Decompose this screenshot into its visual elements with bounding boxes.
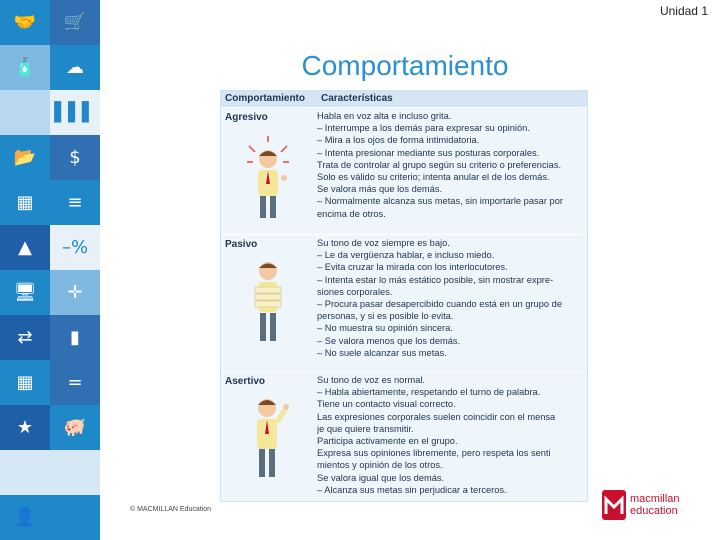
sidebar-tile-icon xyxy=(0,450,50,495)
sidebar-tile-icon: ▌▌▌ xyxy=(50,90,100,135)
sidebar-tile-icon: 🖥 xyxy=(0,270,50,315)
sidebar-tile-icon xyxy=(50,450,100,495)
unit-label: Unidad 1 xyxy=(659,4,708,18)
characteristic-item: – Procura pasar desapercibido cuando está en un grupo de xyxy=(317,299,562,310)
characteristic-item: – Se valora menos que los demás. xyxy=(317,335,461,346)
characteristic-item: Las expresiones corporales suelen coincidir con el mensa xyxy=(317,411,556,422)
column-header-behavior: Comportamiento xyxy=(225,93,305,104)
sidebar-tile-icon: 🐖 xyxy=(50,405,100,450)
characteristic-item: – Habla abiertamente, respetando el turno de palabra. xyxy=(317,387,541,398)
row-label-cell xyxy=(221,235,313,371)
row-label-cell xyxy=(221,372,313,502)
sidebar-tile-icon: 📂 xyxy=(0,135,50,180)
characteristic-item: Solo es válido su criterio; intenta anular el de los demás. xyxy=(317,172,550,183)
characteristic-item: – No muestra su opinión sincera. xyxy=(317,323,453,334)
sidebar-tile-icon: ★ xyxy=(0,405,50,450)
sidebar-tile-icon: ▦ xyxy=(0,360,50,405)
characteristic-item: – Mira a los ojos de forma intimidatoria. xyxy=(317,135,480,146)
characteristics-cell xyxy=(313,108,587,234)
decorative-sidebar xyxy=(0,0,100,540)
sidebar-tile-icon: ▲ xyxy=(0,225,50,270)
macmillan-logo[interactable] xyxy=(602,490,680,520)
characteristic-item: – Evita cruzar la mirada con los interlocutores. xyxy=(317,262,508,273)
sidebar-tile-icon: ✛ xyxy=(50,270,100,315)
sidebar-tile-icon: ⇄ xyxy=(0,315,50,360)
sidebar-tile-icon: 🧴 xyxy=(0,45,50,90)
table-row-assertive xyxy=(221,371,587,502)
characteristic-item: – Intenta presionar mediante sus posturas corporales. xyxy=(317,147,540,158)
sidebar-tile-icon: ☁ xyxy=(50,45,100,90)
characteristic-item: Se valora igual que los demás. xyxy=(317,472,445,483)
sidebar-tile-icon xyxy=(50,495,100,540)
characteristic-item: Su tono de voz siempre es bajo. xyxy=(317,238,450,248)
characteristic-item: – No suele alcanzar sus metas. xyxy=(317,347,447,358)
assertive-person-illustration xyxy=(243,390,293,490)
characteristic-item: – Interrumpe a los demás para expresar su opinión. xyxy=(317,123,530,134)
characteristic-item: personas, y si es posible lo evita. xyxy=(317,311,454,322)
table-header xyxy=(221,91,587,107)
row-label: Pasivo xyxy=(225,239,258,250)
row-label: Asertivo xyxy=(225,376,266,387)
sidebar-tile-icon: –% xyxy=(50,225,100,270)
column-header-characteristics: Características xyxy=(321,93,393,104)
sidebar-tile-icon: 👤 xyxy=(0,495,50,540)
passive-person-illustration xyxy=(243,257,293,357)
sidebar-tile-icon xyxy=(0,90,50,135)
characteristic-item: – Normalmente alcanza sus metas, sin importarle pasar por xyxy=(317,196,563,207)
logo-line-1: macmillan xyxy=(630,493,680,505)
behavior-table xyxy=(220,90,588,502)
sidebar-tile-icon: ▦ xyxy=(0,180,50,225)
characteristic-item: Participa activamente en el grupo. xyxy=(317,436,458,447)
sidebar-tile-icon: ▮ xyxy=(50,315,100,360)
sidebar-tile-icon: = xyxy=(50,360,100,405)
characteristic-item: – Le da vergüenza hablar, e incluso miedo. xyxy=(317,250,495,261)
characteristic-item: – Intenta estar lo más estático posible, sin mostrar expre- xyxy=(317,274,554,285)
characteristic-item: Habla en voz alta e incluso grita. xyxy=(317,111,452,121)
characteristic-item: – Alcanza sus metas sin perjudicar a terceros. xyxy=(317,484,507,495)
characteristic-item: Su tono de voz es normal. xyxy=(317,375,426,385)
characteristic-item: encima de otros. xyxy=(317,208,386,219)
sidebar-tile-icon: 🛒 xyxy=(50,0,100,45)
characteristic-item: je que quiere transmitir. xyxy=(317,423,414,434)
macmillan-m-icon xyxy=(602,490,626,520)
sidebar-tile-icon: $ xyxy=(50,135,100,180)
characteristics-cell xyxy=(313,372,587,502)
copyright-text: © MACMILLAN Education xyxy=(130,506,212,513)
row-label: Agresivo xyxy=(225,112,268,123)
characteristic-item: Expresa sus opiniones libremente, pero respeta los senti xyxy=(317,448,551,459)
row-label-cell xyxy=(221,108,313,234)
characteristic-item: Se valora más que los demás. xyxy=(317,184,443,195)
page-title: Comportamiento xyxy=(301,50,509,81)
aggressive-person-illustration xyxy=(243,134,293,224)
characteristics-cell xyxy=(313,235,587,371)
characteristic-item: Trata de controlar al grupo según su criterio o preferencias. xyxy=(317,159,562,170)
logo-line-2: education xyxy=(630,505,678,517)
characteristic-item: siones corporales. xyxy=(317,286,393,297)
table-row-aggressive xyxy=(221,107,587,234)
characteristic-item: mientos y opinión de los otros. xyxy=(317,460,443,471)
sidebar-tile-icon: 🤝 xyxy=(0,0,50,45)
characteristic-item: Tiene un contacto visual correcto. xyxy=(317,399,456,410)
table-row-passive xyxy=(221,234,587,371)
sidebar-tile-icon: ≡ xyxy=(50,180,100,225)
